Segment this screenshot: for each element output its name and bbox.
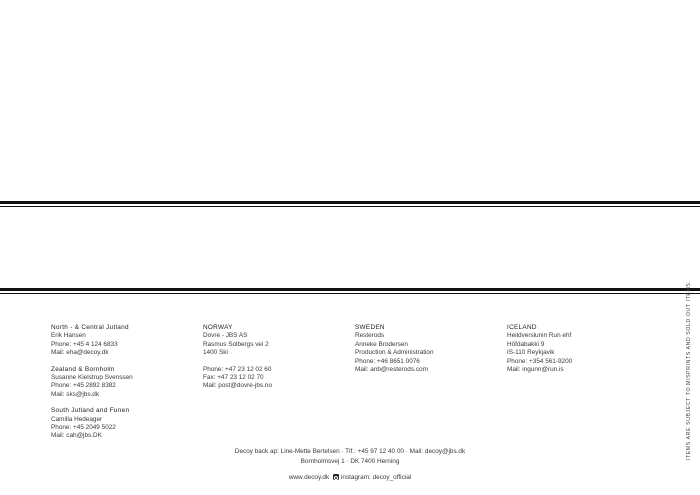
bottom-rule-thin [0,293,700,294]
instagram-icon [333,474,339,480]
north-central-mail[interactable]: Mail: eha@decoy.dk [51,349,109,357]
sweden-mail[interactable]: Mail: anb@resterods.com [355,366,428,374]
sweden-contacts [355,324,434,374]
zealand-mail[interactable]: Mail: sks@jbs.dk [51,390,100,398]
norway-phone: Phone: +47 23 12 02 60 [203,365,272,373]
zealand-phone: Phone: +45 2892 8382 [51,382,116,390]
denmark-contacts [51,324,133,441]
norway-fax: Fax: +47 23 12 02 70 [203,374,264,382]
norway-city: 1400 Ski [203,349,228,357]
norway-mail[interactable]: Mail: post@dovre-jbs.no [203,382,273,390]
iceland-mail[interactable]: Mail: ingunn@run.is [507,366,564,374]
iceland-title: ICELAND [507,324,537,331]
north-central-phone: Phone: +45 4 124 6833 [51,340,118,348]
bottom-rule-thick [0,288,700,291]
norway-street: Rasmus Solbergs vei 2 [203,340,269,348]
iceland-phone: Phone: +354 561-9200 [507,357,573,365]
south-mail[interactable]: Mail: cah@jbs.DK [51,432,102,440]
north-central-name: Erik Hansen [51,332,86,340]
footer-web [0,474,700,481]
side-note-text: ITEMS ARE SUBJECT TO MISPRINTS AND SOLD OUT ITEMS. [686,280,692,460]
sweden-role: Production & Administration [355,349,434,357]
norway-company: Dovre - JBS AS [203,332,248,340]
iceland-street: Höfdabakki 9 [507,340,545,348]
south-phone: Phone: +45 2049 5022 [51,424,116,432]
side-note [686,280,696,460]
instagram-handle[interactable]: instagram: decoy_official [340,474,412,481]
sweden-title: SWEDEN [355,324,385,331]
sweden-name: Anneke Brodersen [355,340,408,348]
north-central-title: North - & Central Jutland [51,324,129,331]
norway-contacts [203,324,272,391]
iceland-contacts [507,324,572,374]
zealand-name: Susanne Kielstrup Svenssen [51,374,133,382]
south-name: Camilla Hedeager [51,415,103,423]
top-rule-thin [0,206,700,207]
south-title: South Jutland and Funen [51,407,130,415]
footer-address [0,447,700,467]
footer-line-1: Decoy back ap: Line-Mette Bertelsen · Tlf.: +45 97 12 40 00 · Mail: decoy@jbs.dk [234,448,466,455]
zealand-title: Zealand & Bornholm [51,365,115,373]
iceland-company: Heildverslunin Run ehf [507,332,572,340]
top-rule-thick [0,201,700,204]
sweden-company: Resterods [355,332,385,340]
sweden-phone: Phone: +46 8651 0076 [355,357,420,365]
footer-line-2: Bornholmsvej 1 · DK 7400 Herning [300,458,400,465]
iceland-city: IS-110 Reykjavik [507,349,555,357]
website-link[interactable]: www.decoy.dk [288,474,330,481]
norway-title: NORWAY [203,324,233,331]
